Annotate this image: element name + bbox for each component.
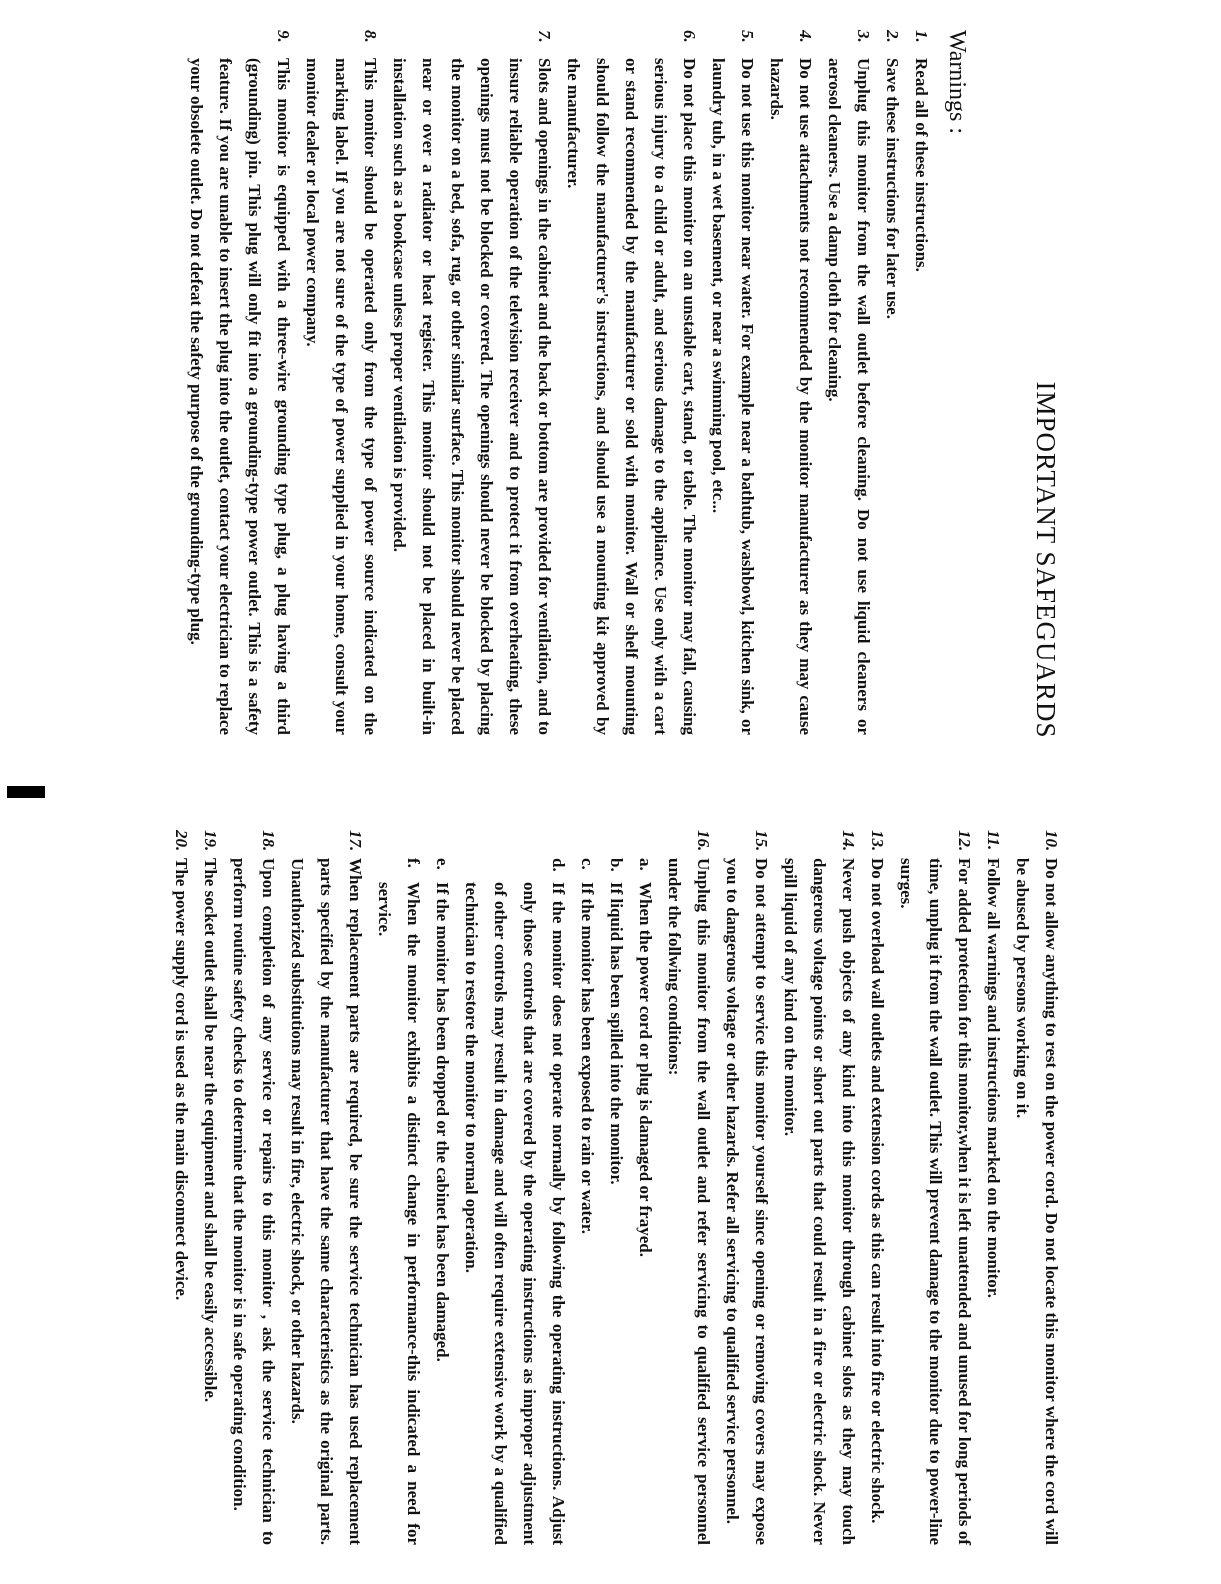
- item-number: 2.: [883, 30, 902, 43]
- warning-item: [820, 30, 878, 735]
- conditions-sublist: [370, 830, 660, 1545]
- condition-item: [573, 830, 602, 1545]
- warning-item: [298, 30, 385, 735]
- warning-item: [762, 30, 820, 735]
- warning-item: [385, 30, 559, 735]
- item-text: The socket outlet shall be near the equipment and shall be easily accessible.: [201, 858, 220, 1403]
- warning-item: [167, 830, 196, 1545]
- item-text: When replacement parts are required, be sure the service technician has used replacement parts specified by the manufacturer that have the same characteristics as the original parts. Unauthorized substitutions may result in fire, electric shock, or other hazards.: [288, 858, 365, 1545]
- item-text: For added protection for this monitor,when it is left unattended and unused for long periods of time, unplug it from the wall outlet. This will prevent damage to the monitor due to power-line surges.: [897, 858, 974, 1545]
- item-number: a.: [636, 858, 655, 871]
- warning-item: [225, 830, 283, 1545]
- condition-item: [370, 830, 428, 1545]
- item-number: 15.: [752, 830, 771, 852]
- warning-item: [559, 30, 704, 735]
- item-number: 14.: [839, 830, 858, 852]
- item-text: Do not allow anything to rest on the power cord. Do not locate this monitor where the cord will be abused by persons working on it.: [1013, 858, 1061, 1545]
- item-text: This monitor is equipped with a three-wire grounding type plug, a plug having a third (grounding) pin. This plug will only fit into a grounding-type power outlet. This is a safety feature. If you are unable to insert the plug into the outlet, contact your electrician to replace your obsolete outlet. Do not defeat the safety purpose of the grounding-type plug.: [187, 58, 293, 735]
- warnings-heading: Warnings :: [944, 30, 970, 135]
- item-text: Read all of these instructions.: [912, 58, 931, 272]
- warning-item: [979, 830, 1008, 1545]
- warning-item: [283, 830, 370, 1545]
- item-text: If liquid has been spilled into the monitor.: [607, 882, 626, 1185]
- warning-item: [863, 830, 892, 1545]
- item-number: 8.: [361, 30, 380, 43]
- warning-item: [196, 830, 225, 1545]
- item-number: 7.: [535, 30, 554, 43]
- item-text: This monitor should be operated only from the type of power source indicated on the marking label. If you are not sure of the type of power supplied in your home, consult your monitor dealer or local power company.: [303, 58, 380, 735]
- item-text: Never push objects of any kind into this monitor through cabinet slots as they may touch dangerous voltage points or short out parts that could result in a fire or electric shock. Never spill liquid of any kind on the monitor.: [781, 858, 858, 1545]
- item-number: c.: [578, 858, 597, 870]
- warning-item: [182, 30, 298, 735]
- item-text: When the monitor exhibits a distinct change in performance-this indicated a need for service.: [375, 882, 423, 1545]
- warnings-list-right-a: [660, 830, 1066, 1545]
- item-number: 19.: [201, 830, 220, 852]
- item-number: 1.: [912, 30, 931, 43]
- item-text: If the monitor has been dropped or the cabinet has been damaged.: [433, 882, 452, 1362]
- item-text: The power supply cord is used as the main disconnect device.: [172, 858, 191, 1301]
- item-number: 11.: [984, 830, 1003, 851]
- item-number: 6.: [680, 30, 699, 43]
- item-number: 18.: [259, 830, 278, 852]
- item-text: Do not overload wall outlets and extension cords as this can result into fire or electric shock.: [868, 858, 887, 1524]
- warnings-list-right-b: [167, 830, 370, 1545]
- item-number: 12.: [955, 830, 974, 852]
- item-text: Follow all warnings and instructions marked on the monitor.: [984, 858, 1003, 1298]
- item-number: 5.: [738, 30, 757, 43]
- item-number: d.: [549, 858, 568, 872]
- item-number: f.: [404, 858, 423, 868]
- warning-item: [704, 30, 762, 735]
- warning-item: [892, 830, 979, 1545]
- warning-item: [878, 30, 907, 735]
- condition-item: [631, 830, 660, 1545]
- item-number: 13.: [868, 830, 887, 852]
- item-number: 4.: [796, 30, 815, 43]
- item-text: When the power cord or plug is damaged or frayed.: [636, 882, 655, 1257]
- item-number: 17.: [346, 830, 365, 852]
- item-number: 20.: [172, 830, 191, 852]
- item-text: Unplug this monitor from the wall outlet and refer servicing to qualified service personnel under the follwing conditions:: [665, 858, 713, 1545]
- page-divider-mark: [7, 786, 45, 798]
- item-number: b.: [607, 858, 626, 872]
- item-text: Do not use this monitor near water. For example near a bathtub, washbowl, kitchen sink, or laundry tub, in a wet basement, or near a swimming pool, etc...: [709, 58, 757, 735]
- item-text: Do not attempt to service this monitor yourself since opening or removing covers may expose you to dangerous voltage or other hazards. Refer all servicing to qualified service personnel.: [723, 858, 771, 1545]
- warnings-list-left: [182, 30, 936, 735]
- item-text: Do not place this monitor on an unstable cart, stand, or table. The monitor may fall, causing serious injury to a child or adult, and serious damage to the appliance. Use only with a cart or stand recommended by the manufacturer or sold with monitor. Wall or shelf mounting should follow the manufacturer's instructions, and should use a mounting kit approved by the manufacturer.: [564, 58, 699, 735]
- item-number: e.: [433, 858, 452, 870]
- left-column: [182, 30, 971, 735]
- item-text: Save these instructions for later use.: [883, 58, 902, 319]
- item-text: Do not use attachments not recommended by the monitor manufacturer as they may cause hazards.: [767, 58, 815, 735]
- item-text: Slots and openings in the cabinet and the back or bottom are provided for ventilation, and to insure reliable operation of the television receiver and to protect it from overheating, these openings must not be blocked or covered. The openings should never be blocked by placing the monitor on a bed, sofa, rug, or other similar surface. This monitor should never be placed near or over a radiator or heat register. This monitor should not be placed in built-in installation such as a bookcase unless proper ventilation is provided.: [390, 58, 554, 735]
- warning-item: [907, 30, 936, 735]
- condition-item: [602, 830, 631, 1545]
- item-number: 9.: [274, 30, 293, 43]
- item-text: Unplug this monitor from the wall outlet before cleaning. Do not use liquid cleaners or aerosol cleaners. Use a damp cloth for cleaning.: [825, 58, 873, 735]
- condition-item: [428, 830, 457, 1545]
- page-title: IMPORTANT SAFEGUARDS: [1031, 381, 1061, 739]
- condition-item: [457, 830, 573, 1545]
- warning-item: [660, 830, 718, 1545]
- item-text: Upon completion of any service or repairs to this monitor , ask the service technician to perform routine safety checks to determine that the monitor is in safe operating condition.: [230, 858, 278, 1545]
- warning-item: [776, 830, 863, 1545]
- warning-item: [1008, 830, 1066, 1545]
- item-number: 3.: [854, 30, 873, 43]
- item-number: 10.: [1042, 830, 1061, 852]
- warning-item: [718, 830, 776, 1545]
- item-text: If the monitor has been exposed to rain or water.: [578, 882, 597, 1234]
- item-number: 16.: [694, 830, 713, 852]
- right-column: [167, 830, 1066, 1545]
- item-text: If the monitor does not operate normally by following the operating instructions. Adjust only those controls that are covered by the operating instructions as improper adjustment of other controls may result in damage and will often require extensive work by a qualified technician to restore the monitor to normal operation.: [462, 882, 568, 1545]
